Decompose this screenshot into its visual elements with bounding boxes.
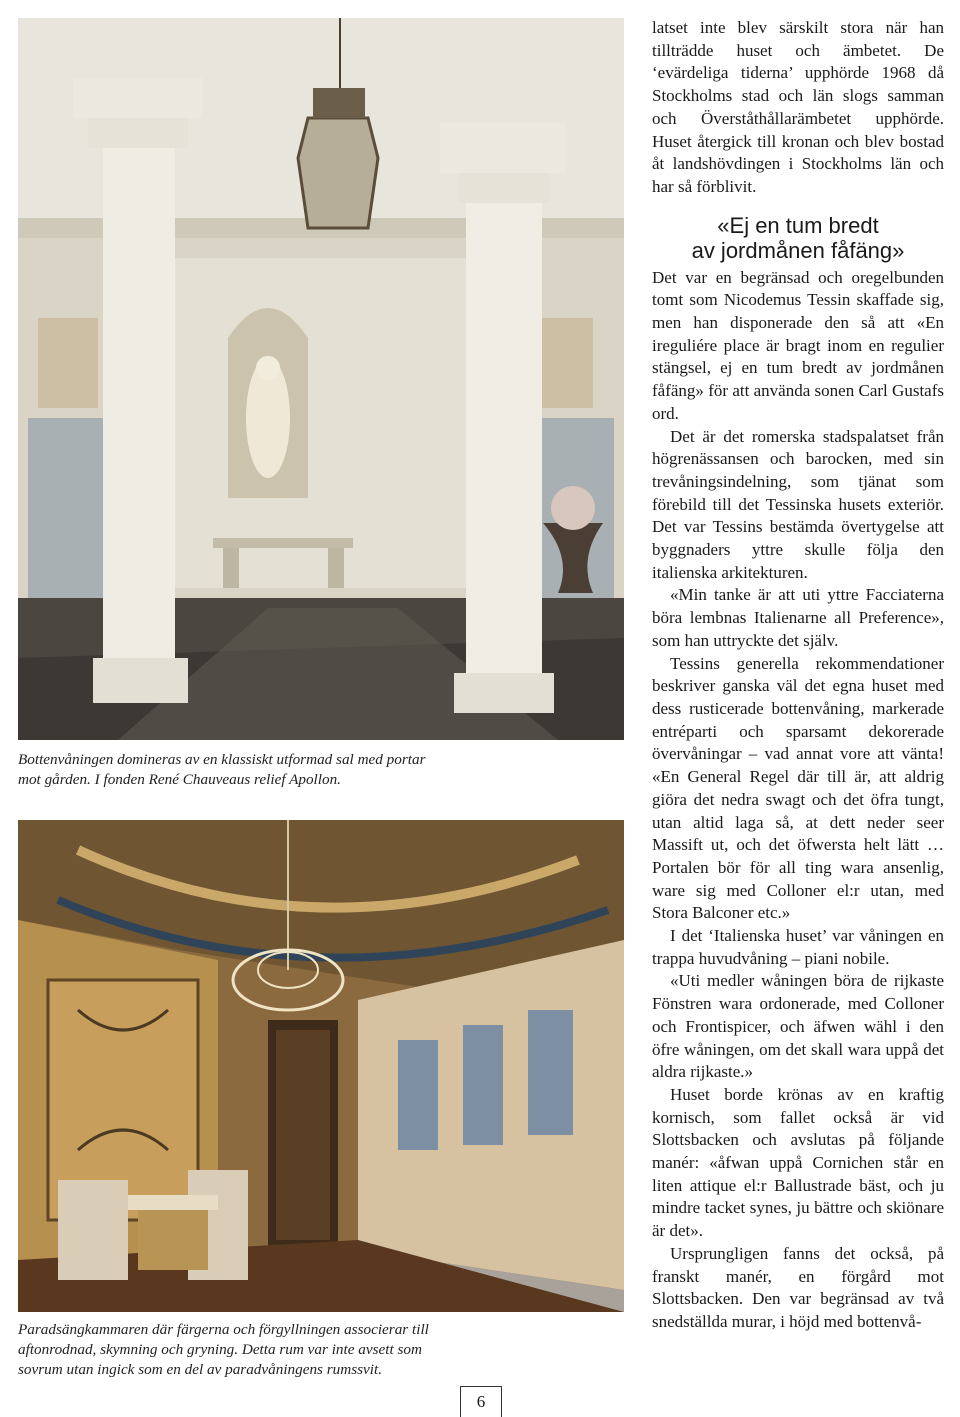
body-paragraph-1: Det var en begränsad och oregelbunden tomt som Nicodemus Tessin skaffade sig, men han disponerade den så att «En ireguliére place är bragt inom en regulier stängsel, ej en tum bredt av jordmånen fåfäng» för att använda sonen Carl Gustafs ord. bbox=[652, 267, 944, 423]
chamber-illustration bbox=[18, 820, 624, 1312]
hall-illustration bbox=[18, 18, 624, 740]
page-number: 6 bbox=[460, 1386, 502, 1417]
body-paragraph-2: Det är det romerska stadspalatset från högrenässansen och barocken, med sin trevåningsindelning, som tjänat som förebild till det Tessinska husets exteriör. Det var Tessins bestämda övertygelse att byggnaders yttre skulle följa den italienska arkitekturen. bbox=[652, 426, 944, 582]
caption-bedchamber: Paradsängkammaren där färgerna och förgyllningen associerar till aftonrodnad, skymning och gryning. Detta rum var inte avsett som sovrum utan ingick som en del av paradvåningens rumssvit. bbox=[18, 1321, 429, 1378]
intro-paragraph: latset inte blev särskilt stora när han tillträdde huset och ämbetet. De ‘evärdeliga tiderna’ upphörde 1968 då Stockholms stad och län slogs samman och Överståthållarämbetet upphörde. Huset återgick till kronan och blev bostad åt landshövdingen i Stockholms län och har så förblivit. bbox=[652, 18, 944, 196]
photo-classical-hall bbox=[18, 18, 624, 740]
body-paragraph-4: Tessins generella rekommendationer beskriver ganska väl det egna huset med dess rusticerade bottenvåning, markerade entréparti och sparsamt dekorerade övervåningar – vad annat vore att vänta! «En General Regel där till är, att aldrig giöra det nedra swagt och det öfra tungt, utan altid laga så, at dett neder seer Massift ut, och det öfwersta helt lätt … Portalen bör för all ting wara ansenlig, ware sig med Colloner el:r utan, med Stora Balconer etc.» bbox=[652, 653, 944, 923]
section-heading bbox=[652, 213, 944, 263]
section-heading-line-2: av jordmånen fåfäng» bbox=[691, 237, 905, 263]
caption-hall: Bottenvåningen domineras av en klassiskt utformad sal med portar mot gården. I fonden René Chauveaus relief Apollon. bbox=[18, 751, 426, 788]
body-paragraph-7: Huset borde krönas av en kraftig kornisch, som fallet också är vid Slottsbacken och avslutas på följande manér: «åfwan uppå Cornichen står en liten attique el:r Ballustrade bäst, och ju mindre tacket synes, ju bättre och skiönare är det». bbox=[652, 1084, 944, 1241]
body-paragraph-8: Ursprungligen fanns det också, på franskt manér, en förgård mot Slottsbacken. Den var begränsad av två snedställda murar, i höjd med bottenvå- bbox=[652, 1243, 944, 1331]
body-paragraph-3: «Min tanke är att uti yttre Facciaterna böra lembnas Italienarne all Preference», som han uttryckte det själv. bbox=[652, 585, 944, 650]
article-column bbox=[652, 17, 944, 1334]
body-paragraph-5: I det ‘Italienska huset’ var våningen en trappa huvudvåning – piani nobile. bbox=[652, 926, 944, 968]
section-heading-line-1: «Ej en tum bredt bbox=[717, 212, 879, 238]
photo-state-bedchamber bbox=[18, 820, 624, 1312]
body-paragraph-6: «Uti medler wåningen böra de rijkaste Fönstren wara ordonerade, med Colloner och Frontispicer, och äfwen wähl i den öfre wåningen, om det skall wara uppå det aldra rijkaste.» bbox=[652, 971, 944, 1082]
